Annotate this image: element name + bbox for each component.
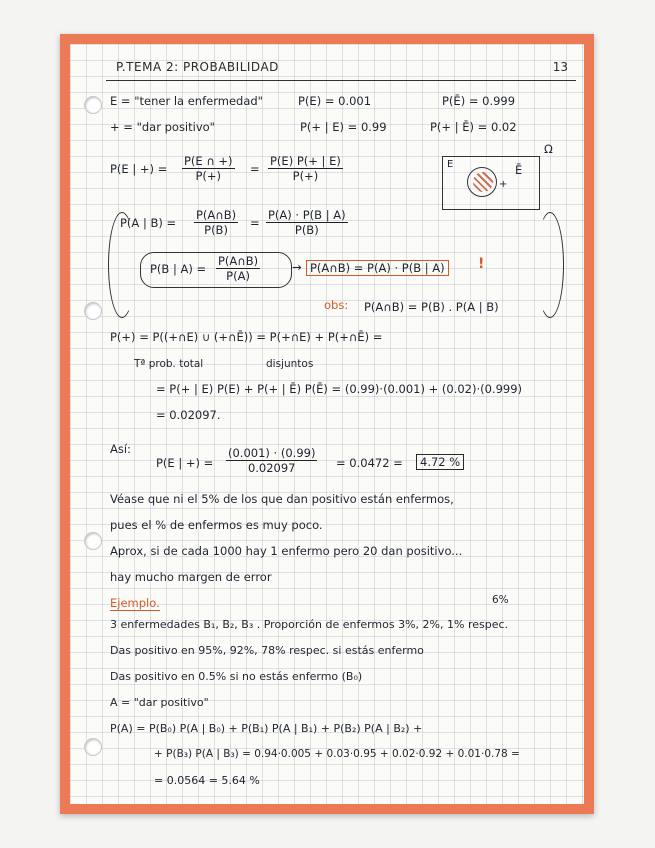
equals-sign: = (250, 216, 260, 230)
cond-lhs: P(A | B) = (120, 216, 177, 230)
notebook-sheet (60, 34, 594, 814)
obs-label: obs: (324, 298, 349, 312)
example-heading: Ejemplo. (110, 596, 160, 610)
fraction-numerator: P(E ∩ +) (184, 154, 233, 168)
total-prob-calc: = P(+ | E) P(E) + P(+ | Ē) P(Ē) = (0.99)·(0.001) + (0.02)·(0.999) (156, 382, 523, 396)
fraction-inverse-conditional (216, 254, 260, 283)
prob-not-e: P(Ē) = 0.999 (442, 94, 516, 108)
fraction-denominator: 0.02097 (226, 460, 317, 475)
def-event-e: E = "tener la enfermedad" (110, 94, 263, 108)
fraction-numerator: (0.001) · (0.99) (228, 446, 316, 460)
obs-formula: P(A∩B) = P(B) . P(A | B) (364, 300, 499, 314)
fraction-conditional-expanded (266, 208, 348, 237)
fraction-denominator: P(B) (266, 222, 348, 237)
total-prob-expansion: P(+) = P((+∩E) ∪ (+∩Ē)) = P(+∩E) + P(+∩Ē) = (110, 330, 383, 344)
page-header (106, 58, 576, 81)
fraction-final (226, 446, 317, 475)
fraction-intersection (182, 154, 235, 183)
punch-hole (84, 96, 102, 114)
note-line-1: Véase que ni el 5% de los que dan positivo están enfermos, (110, 492, 454, 506)
fraction-denominator: P(A) (216, 268, 260, 283)
sum-percent-label: 6% (492, 594, 509, 606)
fraction-denominator: P(B) (194, 222, 238, 237)
asi-decimal-result: = 0.0472 = (336, 456, 403, 470)
example-line-1: 3 enfermedades B₁, B₂, B₃ . Proporción de enfermos 3%, 2%, 1% respec. (110, 618, 509, 631)
punch-hole (84, 738, 102, 756)
arrow: → (292, 260, 302, 274)
product-rule-boxed: P(A∩B) = P(A) · P(B | A) (306, 260, 449, 276)
note-line-4: hay mucho margen de error (110, 570, 272, 584)
example-line-7: = 0.0564 = 5.64 % (154, 774, 260, 787)
diagram-plus: + (499, 179, 508, 190)
fraction-numerator: P(A) · P(B | A) (268, 208, 346, 222)
punch-hole (84, 532, 102, 550)
def-event-plus: + = "dar positivo" (110, 120, 215, 134)
example-line-4: A = "dar positivo" (110, 696, 209, 709)
fraction-denominator: P(+) (182, 168, 235, 183)
fraction-numerator: P(E) P(+ | E) (270, 154, 341, 168)
example-line-2: Das positivo en 95%, 92%, 78% respec. si estás enfermo (110, 644, 424, 657)
right-parenthesis (536, 212, 564, 318)
equals-sign: = (250, 162, 260, 176)
asi-label: Así: (110, 442, 131, 456)
hatched-region (473, 172, 493, 192)
page-number: 13 (552, 60, 568, 74)
boxed-percent-result: 4.72 % (416, 454, 464, 470)
prob-plus-given-not-e: P(+ | Ē) = 0.02 (430, 120, 517, 134)
venn-diagram (442, 156, 540, 210)
example-line-5: P(A) = P(B₀) P(A | B₀) + P(B₁) P(A | B₁) + P(B₂) P(A | B₂) + (110, 722, 423, 735)
omega-label: Ω (544, 142, 553, 156)
prob-plus-given-e: P(+ | E) = 0.99 (300, 120, 387, 134)
asi-lhs: P(E | +) = (156, 456, 214, 470)
fraction-denominator: P(+) (268, 168, 343, 183)
diagram-label-e: E (447, 159, 454, 170)
fraction-bayes (268, 154, 343, 183)
example-line-3: Das positivo en 0.5% si no estás enfermo (B₀) (110, 670, 363, 683)
bayes-lhs: P(E | +) = (110, 162, 168, 176)
fraction-numerator: P(A∩B) (196, 208, 237, 222)
punch-hole (84, 302, 102, 320)
page-title: P.TEMA 2: PROBABILIDAD (116, 60, 279, 74)
example-line-6: + P(B₃) P(A | B₃) = 0.94·0.005 + 0.03·0.95 + 0.02·0.92 + 0.01·0.78 = (154, 748, 520, 760)
total-prob-result: = 0.02097. (156, 408, 221, 422)
note-line-3: Aprox, si de cada 1000 hay 1 enfermo pero 20 dan positivo... (110, 544, 463, 558)
inverse-cond-lhs: P(B | A) = (150, 262, 207, 276)
warning-mark: ! (478, 256, 485, 272)
event-e-circle (467, 167, 497, 197)
fraction-numerator: P(A∩B) (218, 254, 259, 268)
total-prob-theorem-label: Tª prob. total (134, 358, 204, 370)
disjoint-label: disjuntos (266, 358, 314, 370)
note-line-2: pues el % de enfermos es muy poco. (110, 518, 323, 532)
fraction-conditional (194, 208, 238, 237)
diagram-label-not-e: Ē (515, 163, 523, 177)
grid-paper (70, 44, 584, 804)
prob-e: P(E) = 0.001 (298, 94, 372, 108)
